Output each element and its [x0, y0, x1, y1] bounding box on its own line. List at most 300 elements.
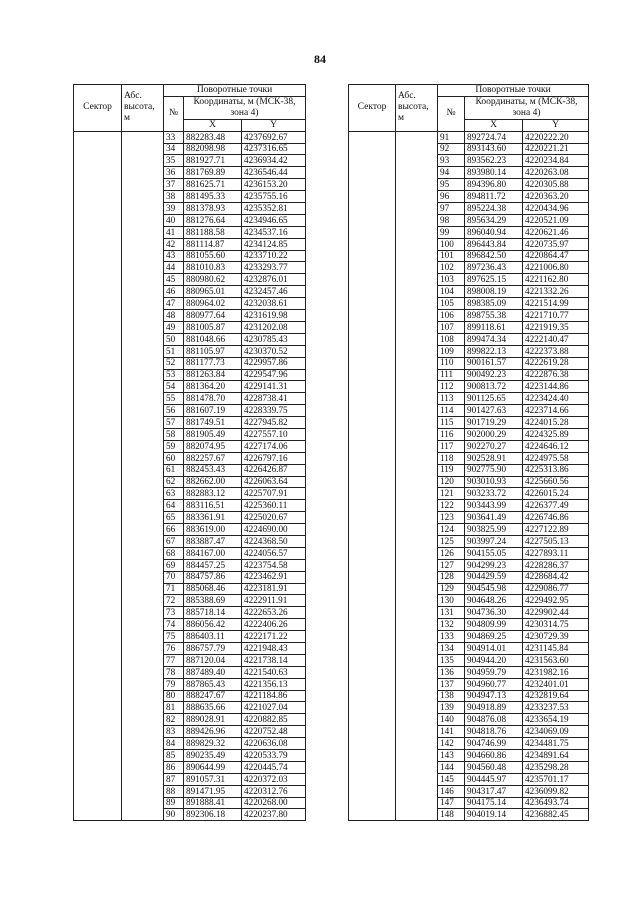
point-number: 138: [438, 690, 465, 702]
y-value: 4235701.17: [523, 773, 589, 785]
point-number: 79: [164, 678, 184, 690]
sector-cell: [349, 131, 396, 821]
x-value: 892724.74: [465, 131, 523, 143]
point-number: 77: [164, 654, 184, 666]
y-value: 4221710.77: [523, 310, 589, 322]
x-value: 904155.05: [465, 547, 523, 559]
y-value: 4222619.28: [523, 357, 589, 369]
header-turning-points: Поворотные точки: [438, 85, 589, 97]
point-number: 145: [438, 773, 465, 785]
point-number: 78: [164, 666, 184, 678]
point-number: 94: [438, 167, 465, 179]
y-value: 4220268.00: [242, 797, 306, 809]
x-value: 902000.29: [465, 428, 523, 440]
x-value: 899474.34: [465, 333, 523, 345]
point-number: 106: [438, 310, 465, 322]
point-number: 119: [438, 464, 465, 476]
y-value: 4235755.16: [242, 191, 306, 203]
y-value: 4220312.76: [242, 785, 306, 797]
y-value: 4220636.08: [242, 738, 306, 750]
y-value: 4221540.63: [242, 666, 306, 678]
y-value: 4220363.20: [523, 191, 589, 203]
point-number: 41: [164, 226, 184, 238]
x-value: 884757.86: [184, 571, 242, 583]
point-number: 46: [164, 286, 184, 298]
y-value: 4220882.85: [242, 714, 306, 726]
x-value: 904918.89: [465, 702, 523, 714]
y-value: 4235352.81: [242, 203, 306, 215]
x-value: 903641.49: [465, 512, 523, 524]
x-value: 895634.29: [465, 214, 523, 226]
x-value: 892306.18: [184, 809, 242, 821]
point-number: 146: [438, 785, 465, 797]
x-value: 881749.51: [184, 417, 242, 429]
point-number: 105: [438, 298, 465, 310]
x-value: 882453.43: [184, 464, 242, 476]
y-value: 4220752.48: [242, 726, 306, 738]
point-number: 55: [164, 393, 184, 405]
x-value: 901427.63: [465, 405, 523, 417]
point-number: 117: [438, 440, 465, 452]
x-value: 896842.50: [465, 250, 523, 262]
point-number: 53: [164, 369, 184, 381]
point-number: 40: [164, 214, 184, 226]
point-number: 88: [164, 785, 184, 797]
y-value: 4222140.47: [523, 333, 589, 345]
y-value: 4224325.89: [523, 428, 589, 440]
x-value: 889426.96: [184, 726, 242, 738]
y-value: 4223144.86: [523, 381, 589, 393]
x-value: 890644.99: [184, 761, 242, 773]
x-value: 887489.40: [184, 666, 242, 678]
point-number: 66: [164, 524, 184, 536]
y-value: 4226426.87: [242, 464, 306, 476]
point-number: 108: [438, 333, 465, 345]
point-number: 52: [164, 357, 184, 369]
y-value: 4232876.01: [242, 274, 306, 286]
header-x: X: [465, 119, 523, 131]
x-value: 886056.42: [184, 619, 242, 631]
y-value: 4235298.28: [523, 761, 589, 773]
point-number: 65: [164, 512, 184, 524]
point-number: 115: [438, 417, 465, 429]
point-number: 92: [438, 143, 465, 155]
x-value: 896040.94: [465, 226, 523, 238]
x-value: 904959.79: [465, 666, 523, 678]
y-value: 4228684.42: [523, 571, 589, 583]
y-value: 4229957.86: [242, 357, 306, 369]
header-sector: Сектор: [349, 85, 396, 132]
point-number: 142: [438, 738, 465, 750]
x-value: 898385.09: [465, 298, 523, 310]
y-value: 4221738.14: [242, 654, 306, 666]
point-number: 71: [164, 583, 184, 595]
x-value: 891888.41: [184, 797, 242, 809]
y-value: 4225360.11: [242, 500, 306, 512]
y-value: 4225660.56: [523, 476, 589, 488]
y-value: 4227557.10: [242, 428, 306, 440]
point-number: 96: [438, 191, 465, 203]
x-value: 900492.23: [465, 369, 523, 381]
x-value: 900161.57: [465, 357, 523, 369]
point-number: 82: [164, 714, 184, 726]
point-number: 103: [438, 274, 465, 286]
y-value: 4236546.44: [242, 167, 306, 179]
y-value: 4232457.46: [242, 286, 306, 298]
point-number: 62: [164, 476, 184, 488]
y-value: 4228339.75: [242, 405, 306, 417]
y-value: 4236493.74: [523, 797, 589, 809]
x-value: 904545.98: [465, 583, 523, 595]
header-number: №: [164, 96, 184, 131]
point-number: 72: [164, 595, 184, 607]
x-value: 898008.19: [465, 286, 523, 298]
point-number: 122: [438, 500, 465, 512]
x-value: 881478.70: [184, 393, 242, 405]
y-value: 4226063.64: [242, 476, 306, 488]
y-value: 4220263.08: [523, 167, 589, 179]
height-cell: [396, 131, 438, 821]
coordinates-table-left: [73, 84, 306, 821]
x-value: 904736.30: [465, 607, 523, 619]
x-value: 903443.99: [465, 500, 523, 512]
y-value: 4224056.57: [242, 547, 306, 559]
table-row: [349, 131, 589, 143]
x-value: 904175.14: [465, 797, 523, 809]
y-value: 4231982.16: [523, 666, 589, 678]
x-value: 881495.33: [184, 191, 242, 203]
height-cell: [122, 131, 164, 821]
point-number: 93: [438, 155, 465, 167]
point-number: 134: [438, 642, 465, 654]
header-sector: Сектор: [74, 85, 122, 132]
x-value: 881769.89: [184, 167, 242, 179]
y-value: 4230370.52: [242, 345, 306, 357]
header-y: Y: [523, 119, 589, 131]
x-value: 880964.02: [184, 298, 242, 310]
x-value: 881010.83: [184, 262, 242, 274]
x-value: 903997.24: [465, 535, 523, 547]
x-value: 898755.38: [465, 310, 523, 322]
y-value: 4220305.88: [523, 179, 589, 191]
x-value: 904445.97: [465, 773, 523, 785]
x-value: 904299.23: [465, 559, 523, 571]
x-value: 904560.48: [465, 761, 523, 773]
point-number: 45: [164, 274, 184, 286]
y-value: 4224368.50: [242, 535, 306, 547]
point-number: 44: [164, 262, 184, 274]
header-coordinates: Координаты, м (МСК-38, зона 4): [465, 96, 589, 119]
y-value: 4233237.53: [523, 702, 589, 714]
x-value: 881378.93: [184, 203, 242, 215]
point-number: 143: [438, 750, 465, 762]
x-value: 891057.31: [184, 773, 242, 785]
x-value: 890235.49: [184, 750, 242, 762]
x-value: 881005.87: [184, 321, 242, 333]
y-value: 4230785.43: [242, 333, 306, 345]
y-value: 4232819.64: [523, 690, 589, 702]
point-number: 73: [164, 607, 184, 619]
x-value: 888635.66: [184, 702, 242, 714]
right-table-body: [349, 131, 589, 821]
point-number: 120: [438, 476, 465, 488]
y-value: 4223754.58: [242, 559, 306, 571]
x-value: 883887.47: [184, 535, 242, 547]
x-value: 883361.91: [184, 512, 242, 524]
x-value: 897625.15: [465, 274, 523, 286]
point-number: 67: [164, 535, 184, 547]
x-value: 896443.84: [465, 238, 523, 250]
header-abs-height: Абс. высота, м: [396, 85, 438, 132]
point-number: 118: [438, 452, 465, 464]
y-value: 4227122.89: [523, 524, 589, 536]
point-number: 84: [164, 738, 184, 750]
header-number: №: [438, 96, 465, 131]
point-number: 91: [438, 131, 465, 143]
y-value: 4224975.58: [523, 452, 589, 464]
y-value: 4231145.84: [523, 642, 589, 654]
x-value: 883116.51: [184, 500, 242, 512]
point-number: 97: [438, 203, 465, 215]
point-number: 129: [438, 583, 465, 595]
x-value: 884167.00: [184, 547, 242, 559]
point-number: 139: [438, 702, 465, 714]
x-value: 886403.11: [184, 631, 242, 643]
y-value: 4221356.13: [242, 678, 306, 690]
y-value: 4226015.24: [523, 488, 589, 500]
x-value: 882283.48: [184, 131, 242, 143]
y-value: 4220533.79: [242, 750, 306, 762]
x-value: 880980.62: [184, 274, 242, 286]
x-value: 893980.14: [465, 167, 523, 179]
y-value: 4222876.38: [523, 369, 589, 381]
point-number: 100: [438, 238, 465, 250]
y-value: 4225313.86: [523, 464, 589, 476]
point-number: 98: [438, 214, 465, 226]
y-value: 4231619.98: [242, 310, 306, 322]
x-value: 884457.25: [184, 559, 242, 571]
y-value: 4221514.99: [523, 298, 589, 310]
y-value: 4222653.26: [242, 607, 306, 619]
y-value: 4221948.43: [242, 642, 306, 654]
y-value: 4231563.60: [523, 654, 589, 666]
y-value: 4233654.19: [523, 714, 589, 726]
x-value: 885068.46: [184, 583, 242, 595]
x-value: 904746.99: [465, 738, 523, 750]
point-number: 126: [438, 547, 465, 559]
point-number: 81: [164, 702, 184, 714]
x-value: 881105.97: [184, 345, 242, 357]
point-number: 110: [438, 357, 465, 369]
point-number: 87: [164, 773, 184, 785]
x-value: 902270.27: [465, 440, 523, 452]
y-value: 4226746.86: [523, 512, 589, 524]
point-number: 33: [164, 131, 184, 143]
point-number: 59: [164, 440, 184, 452]
point-number: 102: [438, 262, 465, 274]
y-value: 4229086.77: [523, 583, 589, 595]
y-value: 4223181.91: [242, 583, 306, 595]
y-value: 4223462.91: [242, 571, 306, 583]
x-value: 889829.32: [184, 738, 242, 750]
x-value: 888247.67: [184, 690, 242, 702]
x-value: 882662.00: [184, 476, 242, 488]
point-number: 63: [164, 488, 184, 500]
point-number: 34: [164, 143, 184, 155]
x-value: 883619.00: [184, 524, 242, 536]
point-number: 60: [164, 452, 184, 464]
point-number: 136: [438, 666, 465, 678]
x-value: 904944.20: [465, 654, 523, 666]
point-number: 69: [164, 559, 184, 571]
x-value: 904818.76: [465, 726, 523, 738]
y-value: 4221162.80: [523, 274, 589, 286]
y-value: 4230729.39: [523, 631, 589, 643]
y-value: 4220434.96: [523, 203, 589, 215]
sector-cell: [74, 131, 122, 821]
point-number: 56: [164, 405, 184, 417]
point-number: 113: [438, 393, 465, 405]
x-value: 887120.04: [184, 654, 242, 666]
point-number: 74: [164, 619, 184, 631]
x-value: 901125.65: [465, 393, 523, 405]
x-value: 903233.72: [465, 488, 523, 500]
y-value: 4236153.20: [242, 179, 306, 191]
x-value: 881364.20: [184, 381, 242, 393]
point-number: 49: [164, 321, 184, 333]
y-value: 4232401.01: [523, 678, 589, 690]
x-value: 881055.60: [184, 250, 242, 262]
x-value: 904914.01: [465, 642, 523, 654]
x-value: 904876.08: [465, 714, 523, 726]
y-value: 4234481.75: [523, 738, 589, 750]
point-number: 123: [438, 512, 465, 524]
y-value: 4237692.67: [242, 131, 306, 143]
y-value: 4220621.46: [523, 226, 589, 238]
point-number: 147: [438, 797, 465, 809]
x-value: 881625.71: [184, 179, 242, 191]
point-number: 131: [438, 607, 465, 619]
point-number: 133: [438, 631, 465, 643]
y-value: 4221027.04: [242, 702, 306, 714]
y-value: 4221006.80: [523, 262, 589, 274]
x-value: 881177.73: [184, 357, 242, 369]
point-number: 68: [164, 547, 184, 559]
y-value: 4234537.16: [242, 226, 306, 238]
x-value: 885388.69: [184, 595, 242, 607]
point-number: 35: [164, 155, 184, 167]
point-number: 86: [164, 761, 184, 773]
point-number: 140: [438, 714, 465, 726]
point-number: 42: [164, 238, 184, 250]
point-number: 141: [438, 726, 465, 738]
y-value: 4220234.84: [523, 155, 589, 167]
y-value: 4224646.12: [523, 440, 589, 452]
y-value: 4234069.09: [523, 726, 589, 738]
y-value: 4222406.26: [242, 619, 306, 631]
y-value: 4220221.21: [523, 143, 589, 155]
point-number: 112: [438, 381, 465, 393]
point-number: 95: [438, 179, 465, 191]
point-number: 127: [438, 559, 465, 571]
x-value: 893143.60: [465, 143, 523, 155]
point-number: 114: [438, 405, 465, 417]
y-value: 4220222.20: [523, 131, 589, 143]
y-value: 4228286.37: [523, 559, 589, 571]
y-value: 4222373.88: [523, 345, 589, 357]
point-number: 132: [438, 619, 465, 631]
x-value: 881905.49: [184, 428, 242, 440]
y-value: 4221184.86: [242, 690, 306, 702]
header-coordinates: Координаты, м (МСК-38, зона 4): [184, 96, 306, 119]
point-number: 58: [164, 428, 184, 440]
y-value: 4222911.91: [242, 595, 306, 607]
point-number: 43: [164, 250, 184, 262]
x-value: 904019.14: [465, 809, 523, 821]
point-number: 37: [164, 179, 184, 191]
x-value: 882257.67: [184, 452, 242, 464]
header-y: Y: [242, 119, 306, 131]
y-value: 4225020.67: [242, 512, 306, 524]
point-number: 104: [438, 286, 465, 298]
x-value: 904429.59: [465, 571, 523, 583]
x-value: 885718.14: [184, 607, 242, 619]
y-value: 4226797.16: [242, 452, 306, 464]
point-number: 85: [164, 750, 184, 762]
y-value: 4226377.49: [523, 500, 589, 512]
y-value: 4234946.65: [242, 214, 306, 226]
x-value: 881927.71: [184, 155, 242, 167]
y-value: 4232038.61: [242, 298, 306, 310]
point-number: 99: [438, 226, 465, 238]
point-number: 89: [164, 797, 184, 809]
x-value: 881263.84: [184, 369, 242, 381]
point-number: 109: [438, 345, 465, 357]
point-number: 54: [164, 381, 184, 393]
point-number: 38: [164, 191, 184, 203]
y-value: 4220864.47: [523, 250, 589, 262]
point-number: 111: [438, 369, 465, 381]
x-value: 882074.95: [184, 440, 242, 452]
header-turning-points: Поворотные точки: [164, 85, 306, 97]
point-number: 124: [438, 524, 465, 536]
point-number: 130: [438, 595, 465, 607]
y-value: 4221332.26: [523, 286, 589, 298]
x-value: 882883.12: [184, 488, 242, 500]
x-value: 900813.72: [465, 381, 523, 393]
point-number: 137: [438, 678, 465, 690]
y-value: 4220237.80: [242, 809, 306, 821]
x-value: 889028.91: [184, 714, 242, 726]
point-number: 36: [164, 167, 184, 179]
x-value: 881188.58: [184, 226, 242, 238]
y-value: 4223424.40: [523, 393, 589, 405]
x-value: 881276.64: [184, 214, 242, 226]
page-number: 84: [314, 52, 326, 66]
y-value: 4236934.42: [242, 155, 306, 167]
x-value: 886757.79: [184, 642, 242, 654]
y-value: 4229547.96: [242, 369, 306, 381]
point-number: 121: [438, 488, 465, 500]
x-value: 903825.99: [465, 524, 523, 536]
point-number: 83: [164, 726, 184, 738]
x-value: 904869.25: [465, 631, 523, 643]
y-value: 4234124.85: [242, 238, 306, 250]
y-value: 4229492.95: [523, 595, 589, 607]
x-value: 881114.87: [184, 238, 242, 250]
y-value: 4227945.82: [242, 417, 306, 429]
point-number: 90: [164, 809, 184, 821]
